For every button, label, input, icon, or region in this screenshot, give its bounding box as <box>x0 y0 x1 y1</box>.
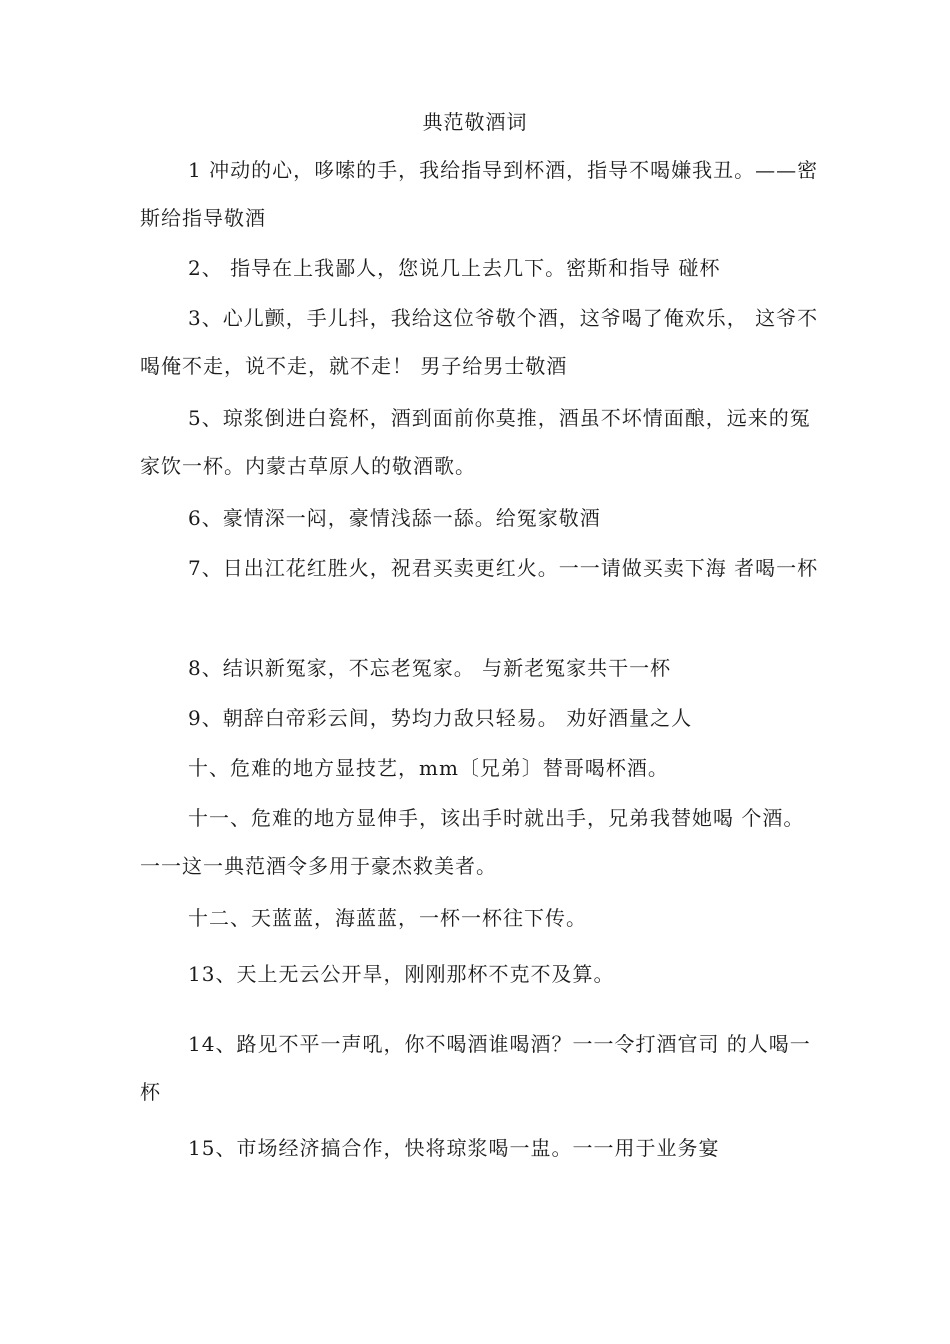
paragraph-2: 2、 指导在上我鄙人，您说几上去几下。密斯和指导 碰杯 <box>188 256 721 280</box>
paragraph-7: 7、日出江花红胜火，祝君买卖更红火。一一请做买卖下海 者喝一杯 <box>188 556 819 580</box>
document-title: 典范敬酒词 <box>422 110 528 134</box>
paragraph-8: 8、结识新冤家，不忘老冤家。 与新老冤家共干一杯 <box>188 656 672 680</box>
paragraph-14: 14、路见不平一声吼，你不喝酒谁喝酒？一一令打酒官司 的人喝一杯 <box>140 1032 811 1104</box>
paragraph-12: 十二、天蓝蓝，海蓝蓝，一杯一杯往下传。 <box>188 906 587 930</box>
paragraph-15: 15、市场经济搞合作，快将琼浆喝一盅。一一用于业务宴 <box>188 1136 720 1160</box>
paragraph-11: 十一、危难的地方显伸手，该出手时就出手，兄弟我替她喝 个酒。一一这一典范酒令多用于豪杰救美者。 <box>140 806 805 878</box>
paragraph-3: 3、心儿颤，手儿抖，我给这位爷敬个酒，这爷喝了俺欢乐， 这爷不喝俺不走，说不走，就不走！ 男子给男士敬酒 <box>140 306 819 378</box>
paragraph-5: 5、琼浆倒进白瓷杯，酒到面前你莫推，酒虽不坏情面酿，远来的冤家饮一杯。内蒙古草原人的敬酒歌。 <box>140 406 811 478</box>
paragraph-1: 1 冲动的心，哆嗦的手，我给指导到杯酒，指导不喝嫌我丑。——密斯给指导敬酒 <box>140 158 819 230</box>
paragraph-10: 十、危难的地方显技艺，mm〔兄弟〕替哥喝杯酒。 <box>188 756 669 780</box>
paragraph-13: 13、天上无云公开旱，刚刚那杯不克不及算。 <box>188 962 615 986</box>
paragraph-9: 9、朝辞白帝彩云间，势均力敌只轻易。 劝好酒量之人 <box>188 706 693 730</box>
paragraph-6: 6、豪情深一闷，豪情浅舔一舔。给冤家敬酒 <box>188 506 601 530</box>
